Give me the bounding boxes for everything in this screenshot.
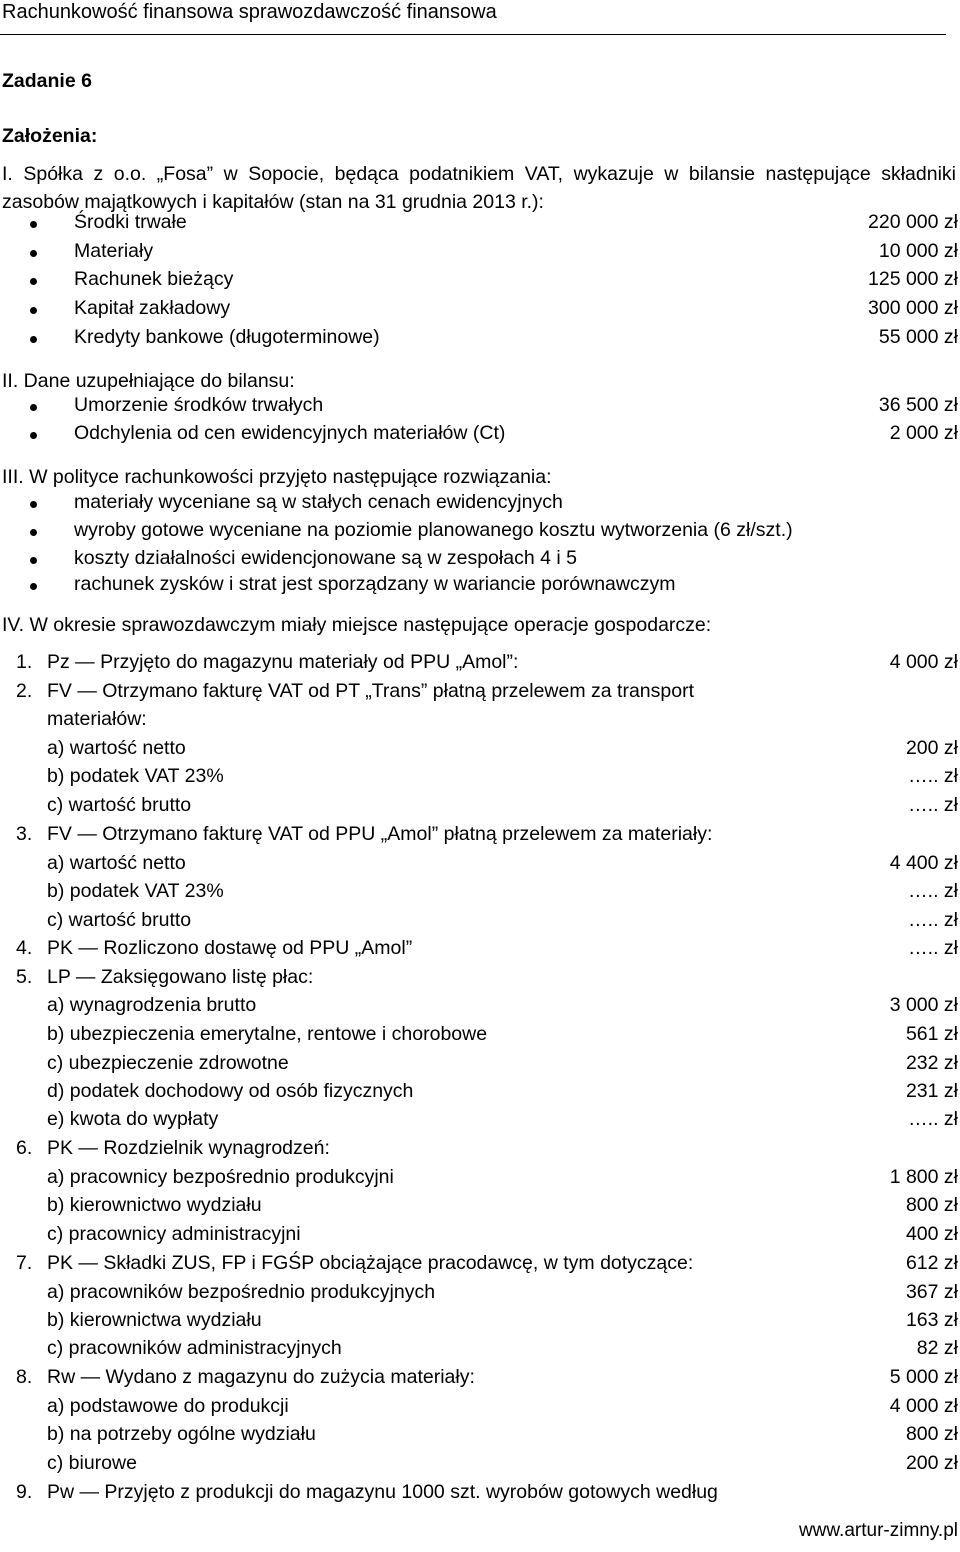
operation-amount: 82 zł [916,1337,958,1359]
bullet-icon [30,557,37,564]
operation-amount: 232 zł [905,1052,958,1074]
operation-label: PK — Rozdzielnik wynagrodzeń: [47,1137,330,1159]
operation-row [0,937,960,965]
operation-row [0,823,960,851]
operation-subrow [0,708,960,736]
policy-item [0,573,960,601]
operation-number: 5. [16,966,33,988]
operation-label: a) wartość netto [47,852,186,874]
operation-amount: 367 zł [905,1281,958,1303]
task-title: Zadanie 6 [2,70,92,92]
operation-label: b) ubezpieczenia emerytalne, rentowe i chorobowe [47,1023,488,1045]
balance-item [0,268,960,296]
bullet-icon [30,529,37,536]
operation-subrow [0,1281,960,1309]
operation-label: FV — Otrzymano fakturę VAT od PT „Trans” płatną przelewem za transport [47,680,694,702]
operation-label: PK — Rozliczono dostawę od PPU „Amol” [47,937,413,959]
operation-subrow [0,994,960,1022]
operation-amount: ….. zł [908,909,958,931]
balance-item-label: Środki trwałe [74,211,187,233]
bullet-icon [30,307,37,314]
operation-row [0,1366,960,1394]
operation-row [0,680,960,708]
operation-number: 6. [16,1137,33,1159]
operation-label: materiałów: [47,708,147,730]
operation-subrow [0,1166,960,1194]
operation-subrow [0,794,960,822]
operation-amount: 612 zł [905,1252,958,1274]
balance-item-amount: 220 000 zł [868,211,958,233]
section4-heading: IV. W okresie sprawozdawczym miały miejsce następujące operacje gospodarcze: [2,614,712,636]
operation-amount: 4 000 zł [889,651,958,673]
operation-label: c) wartość brutto [47,794,192,816]
operation-row [0,966,960,994]
operation-row [0,651,960,679]
operation-amount: 231 zł [905,1080,958,1102]
operation-amount: 200 zł [905,737,958,759]
operation-subrow [0,1395,960,1423]
operation-label: LP — Zaksięgowano listę płac: [47,966,314,988]
operation-subrow [0,765,960,793]
balance-item-amount: 125 000 zł [868,268,958,290]
bullet-icon [30,583,37,590]
operation-subrow [0,1337,960,1365]
page-header [0,0,946,35]
header-title: Rachunkowość finansowa sprawozdawczość finansowa [2,1,497,23]
operation-number: 9. [16,1481,33,1503]
operation-subrow [0,1223,960,1251]
operation-label: c) pracownicy administracyjni [47,1223,301,1245]
supplementary-item-amount: 36 500 zł [878,394,958,416]
section3-heading: III. W polityce rachunkowości przyjęto następujące rozwiązania: [2,466,552,488]
policy-item [0,519,960,547]
operation-amount: ….. zł [908,794,958,816]
operation-label: d) podatek dochodowy od osób fizycznych [47,1080,414,1102]
operation-amount: 1 800 zł [889,1166,958,1188]
operation-label: a) wartość netto [47,737,186,759]
balance-item-label: Kredyty bankowe (długoterminowe) [74,326,380,348]
operation-label: a) pracowników bezpośrednio produkcyjnych [47,1281,436,1303]
operation-label: b) podatek VAT 23% [47,765,224,787]
bullet-icon [30,404,37,411]
bullet-icon [30,221,37,228]
operation-label: c) ubezpieczenie zdrowotne [47,1052,289,1074]
policy-item-text: koszty działalności ewidencjonowane są w zespołach 4 i 5 [74,547,577,569]
policy-item [0,547,960,575]
operation-label: a) pracownicy bezpośrednio produkcyjni [47,1166,394,1188]
balance-item [0,240,960,268]
operation-label: c) biurowe [47,1452,137,1474]
operation-label: b) podatek VAT 23% [47,880,224,902]
operation-subrow [0,909,960,937]
operation-row [0,1137,960,1165]
operation-number: 1. [16,651,33,673]
policy-item [0,491,960,519]
operation-number: 2. [16,680,33,702]
policy-item-text: wyroby gotowe wyceniane na poziomie planowanego kosztu wytworzenia (6 zł/szt.) [74,519,793,541]
section2-heading: II. Dane uzupełniające do bilansu: [2,370,295,392]
operation-label: e) kwota do wypłaty [47,1108,219,1130]
bullet-icon [30,336,37,343]
operation-amount: 400 zł [905,1223,958,1245]
balance-item-amount: 10 000 zł [878,240,958,262]
operation-subrow [0,1423,960,1451]
operation-label: Pw — Przyjęto z produkcji do magazynu 1000 szt. wyrobów gotowych według [47,1481,718,1503]
balance-item [0,326,960,354]
supplementary-item [0,394,960,422]
operation-subrow [0,1023,960,1051]
operation-subrow [0,880,960,908]
operation-label: Rw — Wydano z magazynu do zużycia materiały: [47,1366,475,1388]
balance-item-amount: 55 000 zł [878,326,958,348]
balance-item [0,297,960,325]
operation-amount: ….. zł [908,937,958,959]
operation-label: c) pracowników administracyjnych [47,1337,342,1359]
balance-item [0,211,960,239]
bullet-icon [30,250,37,257]
supplementary-item-amount: 2 000 zł [889,422,958,444]
operation-label: b) na potrzeby ogólne wydziału [47,1423,316,1445]
section1-text: I. Spółka z o.o. „Fosa” w Sopocie, będąca podatnikiem VAT, wykazuje w bilansie następujące składniki zasobów majątkowych i kapitałów (stan na 31 grudnia 2013 r.): [2,163,956,213]
balance-item-label: Kapitał zakładowy [74,297,231,319]
operation-amount: 5 000 zł [889,1366,958,1388]
operation-amount: 163 zł [905,1309,958,1331]
operation-subrow [0,1052,960,1080]
operation-subrow [0,1309,960,1337]
operation-label: Pz — Przyjęto do magazynu materiały od PPU „Amol”: [47,651,519,673]
assumptions-heading: Założenia: [2,125,98,147]
operation-label: a) podstawowe do produkcji [47,1395,289,1417]
operation-amount: 3 000 zł [889,994,958,1016]
balance-item-label: Materiały [74,240,154,262]
operation-subrow [0,1194,960,1222]
operation-row [0,1252,960,1280]
operation-subrow [0,1080,960,1108]
operation-amount: 561 zł [905,1023,958,1045]
bullet-icon [30,501,37,508]
bullet-icon [30,432,37,439]
operation-label: PK — Składki ZUS, FP i FGŚP obciążające pracodawcę, w tym dotyczące: [47,1252,694,1274]
operation-number: 4. [16,937,33,959]
operation-amount: ….. zł [908,1108,958,1130]
operation-amount: 200 zł [905,1452,958,1474]
operation-label: b) kierownictwo wydziału [47,1194,262,1216]
balance-item-amount: 300 000 zł [868,297,958,319]
supplementary-item-label: Odchylenia od cen ewidencyjnych materiałów (Ct) [74,422,506,444]
policy-item-text: materiały wyceniane są w stałych cenach ewidencyjnych [74,491,563,513]
operation-amount: 800 zł [905,1194,958,1216]
operation-subrow [0,852,960,880]
operation-amount: 4 000 zł [889,1395,958,1417]
operation-number: 8. [16,1366,33,1388]
operation-subrow [0,1452,960,1480]
operation-number: 3. [16,823,33,845]
operation-amount: ….. zł [908,765,958,787]
operation-amount: ….. zł [908,880,958,902]
operation-number: 7. [16,1252,33,1274]
operation-amount: 800 zł [905,1423,958,1445]
operation-row [0,1481,960,1509]
operation-label: c) wartość brutto [47,909,192,931]
operation-label: a) wynagrodzenia brutto [47,994,257,1016]
operation-label: b) kierownictwa wydziału [47,1309,262,1331]
operation-subrow [0,1108,960,1136]
operation-label: FV — Otrzymano fakturę VAT od PPU „Amol” płatną przelewem za materiały: [47,823,713,845]
footer-url: www.artur-zimny.pl [798,1520,958,1541]
operation-amount: 4 400 zł [889,852,958,874]
balance-item-label: Rachunek bieżący [74,268,234,290]
supplementary-item [0,422,960,450]
operation-subrow [0,737,960,765]
policy-item-text: rachunek zysków i strat jest sporządzany w wariancie porównawczym [74,573,676,595]
bullet-icon [30,278,37,285]
supplementary-item-label: Umorzenie środków trwałych [74,394,324,416]
